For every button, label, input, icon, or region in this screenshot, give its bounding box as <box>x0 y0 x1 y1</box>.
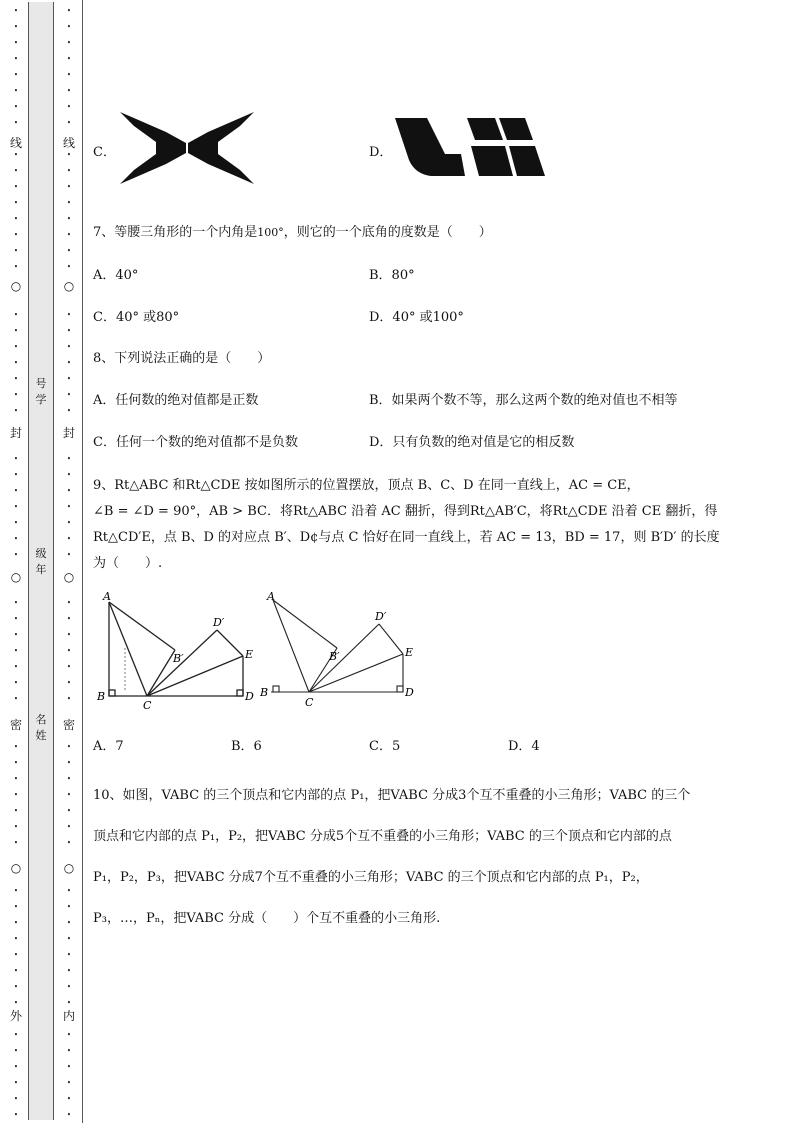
fig-right-label-b-prime: B′ <box>329 650 340 663</box>
q10-line-3: P₁，P₂，P₃，把VABC 分成7个互不重叠的小三角形；VABC 的三个顶点和它内部的点 P₁，P₂， <box>93 870 649 885</box>
q7-option-d: D．40° 或100° <box>369 310 464 325</box>
q9-line-4: 为（ ）. <box>93 556 163 571</box>
binding-dot: • <box>66 487 72 495</box>
binding-dot: • <box>66 231 72 239</box>
binding-dot: • <box>13 663 19 671</box>
binding-dot: • <box>13 327 19 335</box>
inner-mark-secret: 密 <box>62 718 75 732</box>
binding-dot: • <box>13 1079 19 1087</box>
binding-dot: • <box>13 1047 19 1055</box>
fig-left-label-d-prime: D′ <box>213 616 225 629</box>
binding-dot: • <box>13 183 19 191</box>
binding-dot: • <box>13 839 19 847</box>
binding-dot: • <box>66 775 72 783</box>
option-d-label: D． <box>369 145 393 160</box>
binding-dot: • <box>13 167 19 175</box>
q7-angle-value: 100° <box>257 226 284 239</box>
binding-dot: • <box>66 823 72 831</box>
q8-option-b: B．如果两个数不等，那么这两个数的绝对值也不相等 <box>369 393 678 408</box>
binding-dot: • <box>66 167 72 175</box>
binding-dot: • <box>66 71 72 79</box>
q8-option-a: A．任何数的绝对值都是正数 <box>93 393 259 408</box>
binding-dot: • <box>13 743 19 751</box>
outer-mark-outside: 外 <box>9 1009 22 1023</box>
inner-mark-seal: 封 <box>62 426 75 440</box>
binding-dot: • <box>66 535 72 543</box>
q9-option-b: B．6 <box>231 739 262 754</box>
binding-dot: • <box>13 775 19 783</box>
binding-dot: • <box>13 1031 19 1039</box>
fig-right-label-d-prime: D′ <box>375 610 387 623</box>
binding-dot: • <box>66 919 72 927</box>
binding-dot: • <box>66 39 72 47</box>
binding-dot: • <box>66 791 72 799</box>
q9-figure-left <box>95 588 265 714</box>
fig-right-label-d: D <box>405 686 414 699</box>
binding-dot: • <box>66 599 72 607</box>
binding-dot: • <box>66 679 72 687</box>
binding-dot: • <box>66 471 72 479</box>
binding-dot: • <box>66 119 72 127</box>
binding-dot: • <box>66 1079 72 1087</box>
q8-option-d: D．只有负数的绝对值是它的相反数 <box>369 435 575 450</box>
binding-dot: • <box>13 807 19 815</box>
binding-dot: • <box>13 391 19 399</box>
binding-dot: • <box>13 199 19 207</box>
binding-dot: • <box>66 743 72 751</box>
binding-dot: • <box>13 487 19 495</box>
binding-dot: • <box>13 535 19 543</box>
binding-dot: • <box>13 71 19 79</box>
binding-dot: • <box>13 647 19 655</box>
q9-option-d: D．4 <box>508 739 540 754</box>
binding-dot: • <box>13 39 19 47</box>
binding-dot: • <box>13 311 19 319</box>
binding-dot: • <box>13 151 19 159</box>
q10-line-2: 顶点和它内部的点 P₁，P₂，把VABC 分成5个互不重叠的小三角形；VABC 的三个顶点和它内部的点 <box>93 829 672 844</box>
binding-dot: • <box>13 551 19 559</box>
q9-line-3: Rt△CD′E，点 B、D 的对应点 B′、D¢与点 C 恰好在同一直线上，若 AC = 13，BD = 17，则 B′D′ 的长度 <box>93 530 720 545</box>
binding-dot: • <box>66 647 72 655</box>
binding-dot: • <box>66 967 72 975</box>
binding-dot: • <box>13 503 19 511</box>
binding-dot: • <box>66 103 72 111</box>
q9-figure-right <box>259 588 419 714</box>
q9-option-c: C．5 <box>369 739 401 754</box>
binding-dot: • <box>66 951 72 959</box>
fig-right-label-b: B <box>260 686 269 699</box>
q7-stem-tail: ，则它的一个底角的度数是（ ） <box>283 225 492 240</box>
binding-dot: • <box>13 919 19 927</box>
binding-dot: • <box>13 679 19 687</box>
binding-dot: • <box>13 887 19 895</box>
binding-dot: • <box>66 327 72 335</box>
binding-dot: • <box>13 967 19 975</box>
binding-dot: • <box>66 551 72 559</box>
binding-dot: • <box>66 199 72 207</box>
fig-left-label-a: A <box>103 590 111 603</box>
option-c-logo <box>118 110 256 186</box>
q7-stem <box>93 221 492 240</box>
binding-dot: • <box>13 407 19 415</box>
binding-dot: • <box>66 263 72 271</box>
q7-stem-text: 7、等腰三角形的一个内角是 <box>93 225 258 240</box>
binding-dot: • <box>13 999 19 1007</box>
binding-dot: • <box>13 519 19 527</box>
inner-mark-inside: 内 <box>62 1009 75 1023</box>
q7-option-b: B．80° <box>369 268 415 283</box>
binding-dot: • <box>13 119 19 127</box>
binding-dot: • <box>66 999 72 1007</box>
fig-left-label-c: C <box>143 699 152 712</box>
binding-dot: • <box>66 1111 72 1119</box>
binding-dot: • <box>66 983 72 991</box>
inner-mark-line: 线 <box>62 136 75 150</box>
binding-dot: • <box>66 807 72 815</box>
binding-dot: • <box>66 663 72 671</box>
fig-left-label-e: E <box>245 648 254 661</box>
binding-dot: • <box>66 343 72 351</box>
binding-dot: • <box>13 823 19 831</box>
binding-dot: • <box>66 391 72 399</box>
binding-dot: • <box>13 631 19 639</box>
binding-dot: • <box>66 615 72 623</box>
q9-line-1: 9、Rt△ABC 和Rt△CDE 按如图所示的位置摆放，顶点 B、C、D 在同一直线上，AC = CE， <box>93 478 640 493</box>
binding-dot: • <box>13 903 19 911</box>
binding-dot: • <box>66 1095 72 1103</box>
binding-dot: • <box>66 23 72 31</box>
student-number-label: 号学 <box>35 377 47 406</box>
binding-dot: • <box>13 215 19 223</box>
binding-dot: • <box>13 87 19 95</box>
binding-dot: • <box>66 1031 72 1039</box>
binding-dot: • <box>66 887 72 895</box>
binding-dot: • <box>13 7 19 15</box>
binding-dot: • <box>13 615 19 623</box>
binding-gutter-inner <box>52 0 83 1123</box>
binding-dot: • <box>66 215 72 223</box>
binding-dot: • <box>13 455 19 463</box>
binding-dot: • <box>66 759 72 767</box>
binding-dot: • <box>13 599 19 607</box>
binding-dot: • <box>13 375 19 383</box>
binding-dot: • <box>66 55 72 63</box>
outer-mark-circle: ○ <box>10 279 22 293</box>
q8-stem: 8、下列说法正确的是（ ） <box>93 351 271 366</box>
binding-gutter-outer <box>0 0 28 1123</box>
fig-right-label-a: A <box>267 590 275 603</box>
outer-mark-seal: 封 <box>9 426 22 440</box>
binding-dot: • <box>66 519 72 527</box>
binding-dot: • <box>13 791 19 799</box>
binding-dot: • <box>13 55 19 63</box>
binding-dot: • <box>13 1095 19 1103</box>
binding-dot: • <box>66 311 72 319</box>
name-label: 名姓 <box>35 713 47 742</box>
binding-dot: • <box>66 407 72 415</box>
binding-dot: • <box>66 375 72 383</box>
binding-dot: • <box>66 1063 72 1071</box>
binding-dot: • <box>13 1111 19 1119</box>
binding-dot: • <box>13 983 19 991</box>
fig-left-label-d: D <box>245 690 254 703</box>
binding-dot: • <box>66 695 72 703</box>
q10-line-1: 10、如图，VABC 的三个顶点和它内部的点 P₁，把VABC 分成3个互不重叠的小三角形；VABC 的三个 <box>93 788 691 803</box>
binding-dot: • <box>66 1047 72 1055</box>
binding-dot: • <box>66 455 72 463</box>
fig-left-label-b: B <box>97 690 106 703</box>
binding-dot: • <box>66 631 72 639</box>
outer-mark-circle: ○ <box>10 570 22 584</box>
binding-dot: • <box>13 23 19 31</box>
grade-label: 级年 <box>35 547 47 576</box>
binding-dot: • <box>13 935 19 943</box>
binding-dot: • <box>13 951 19 959</box>
binding-dot: • <box>66 359 72 367</box>
outer-mark-secret: 密 <box>9 718 22 732</box>
inner-mark-circle: ○ <box>63 861 75 875</box>
binding-dot: • <box>66 839 72 847</box>
binding-dot: • <box>13 343 19 351</box>
binding-dot: • <box>13 103 19 111</box>
binding-dot: • <box>66 503 72 511</box>
binding-dot: • <box>66 903 72 911</box>
q7-option-a: A．40° <box>93 268 139 283</box>
inner-mark-circle: ○ <box>63 570 75 584</box>
option-d-logo <box>395 116 547 180</box>
q9-option-a: A．7 <box>93 739 124 754</box>
fig-right-label-e: E <box>405 646 414 659</box>
binding-dot: • <box>13 759 19 767</box>
binding-dot: • <box>13 231 19 239</box>
q10-line-4: P₃，…，Pₙ，把VABC 分成（ ）个互不重叠的小三角形. <box>93 911 441 926</box>
binding-dot: • <box>13 471 19 479</box>
binding-dot: • <box>13 695 19 703</box>
binding-dot: • <box>66 151 72 159</box>
q8-option-c: C．任何一个数的绝对值都不是负数 <box>93 435 298 450</box>
q7-option-c: C．40° 或80° <box>93 310 180 325</box>
inner-mark-circle: ○ <box>63 279 75 293</box>
binding-dot: • <box>66 247 72 255</box>
binding-dot: • <box>66 7 72 15</box>
fig-left-label-b-prime: B′ <box>173 652 184 665</box>
binding-dot: • <box>13 263 19 271</box>
outer-mark-line: 线 <box>9 136 22 150</box>
option-c-label: C． <box>93 145 116 160</box>
binding-dot: • <box>13 247 19 255</box>
binding-dot: • <box>66 87 72 95</box>
binding-dot: • <box>66 935 72 943</box>
binding-dot: • <box>13 359 19 367</box>
q9-line-2: ∠B = ∠D = 90°，AB > BC．将Rt△ABC 沿着 AC 翻折，得到Rt△AB′C，将Rt△CDE 沿着 CE 翻折，得 <box>93 504 718 519</box>
binding-dot: • <box>66 183 72 191</box>
outer-mark-circle: ○ <box>10 861 22 875</box>
binding-dot: • <box>13 1063 19 1071</box>
fig-right-label-c: C <box>305 696 314 709</box>
